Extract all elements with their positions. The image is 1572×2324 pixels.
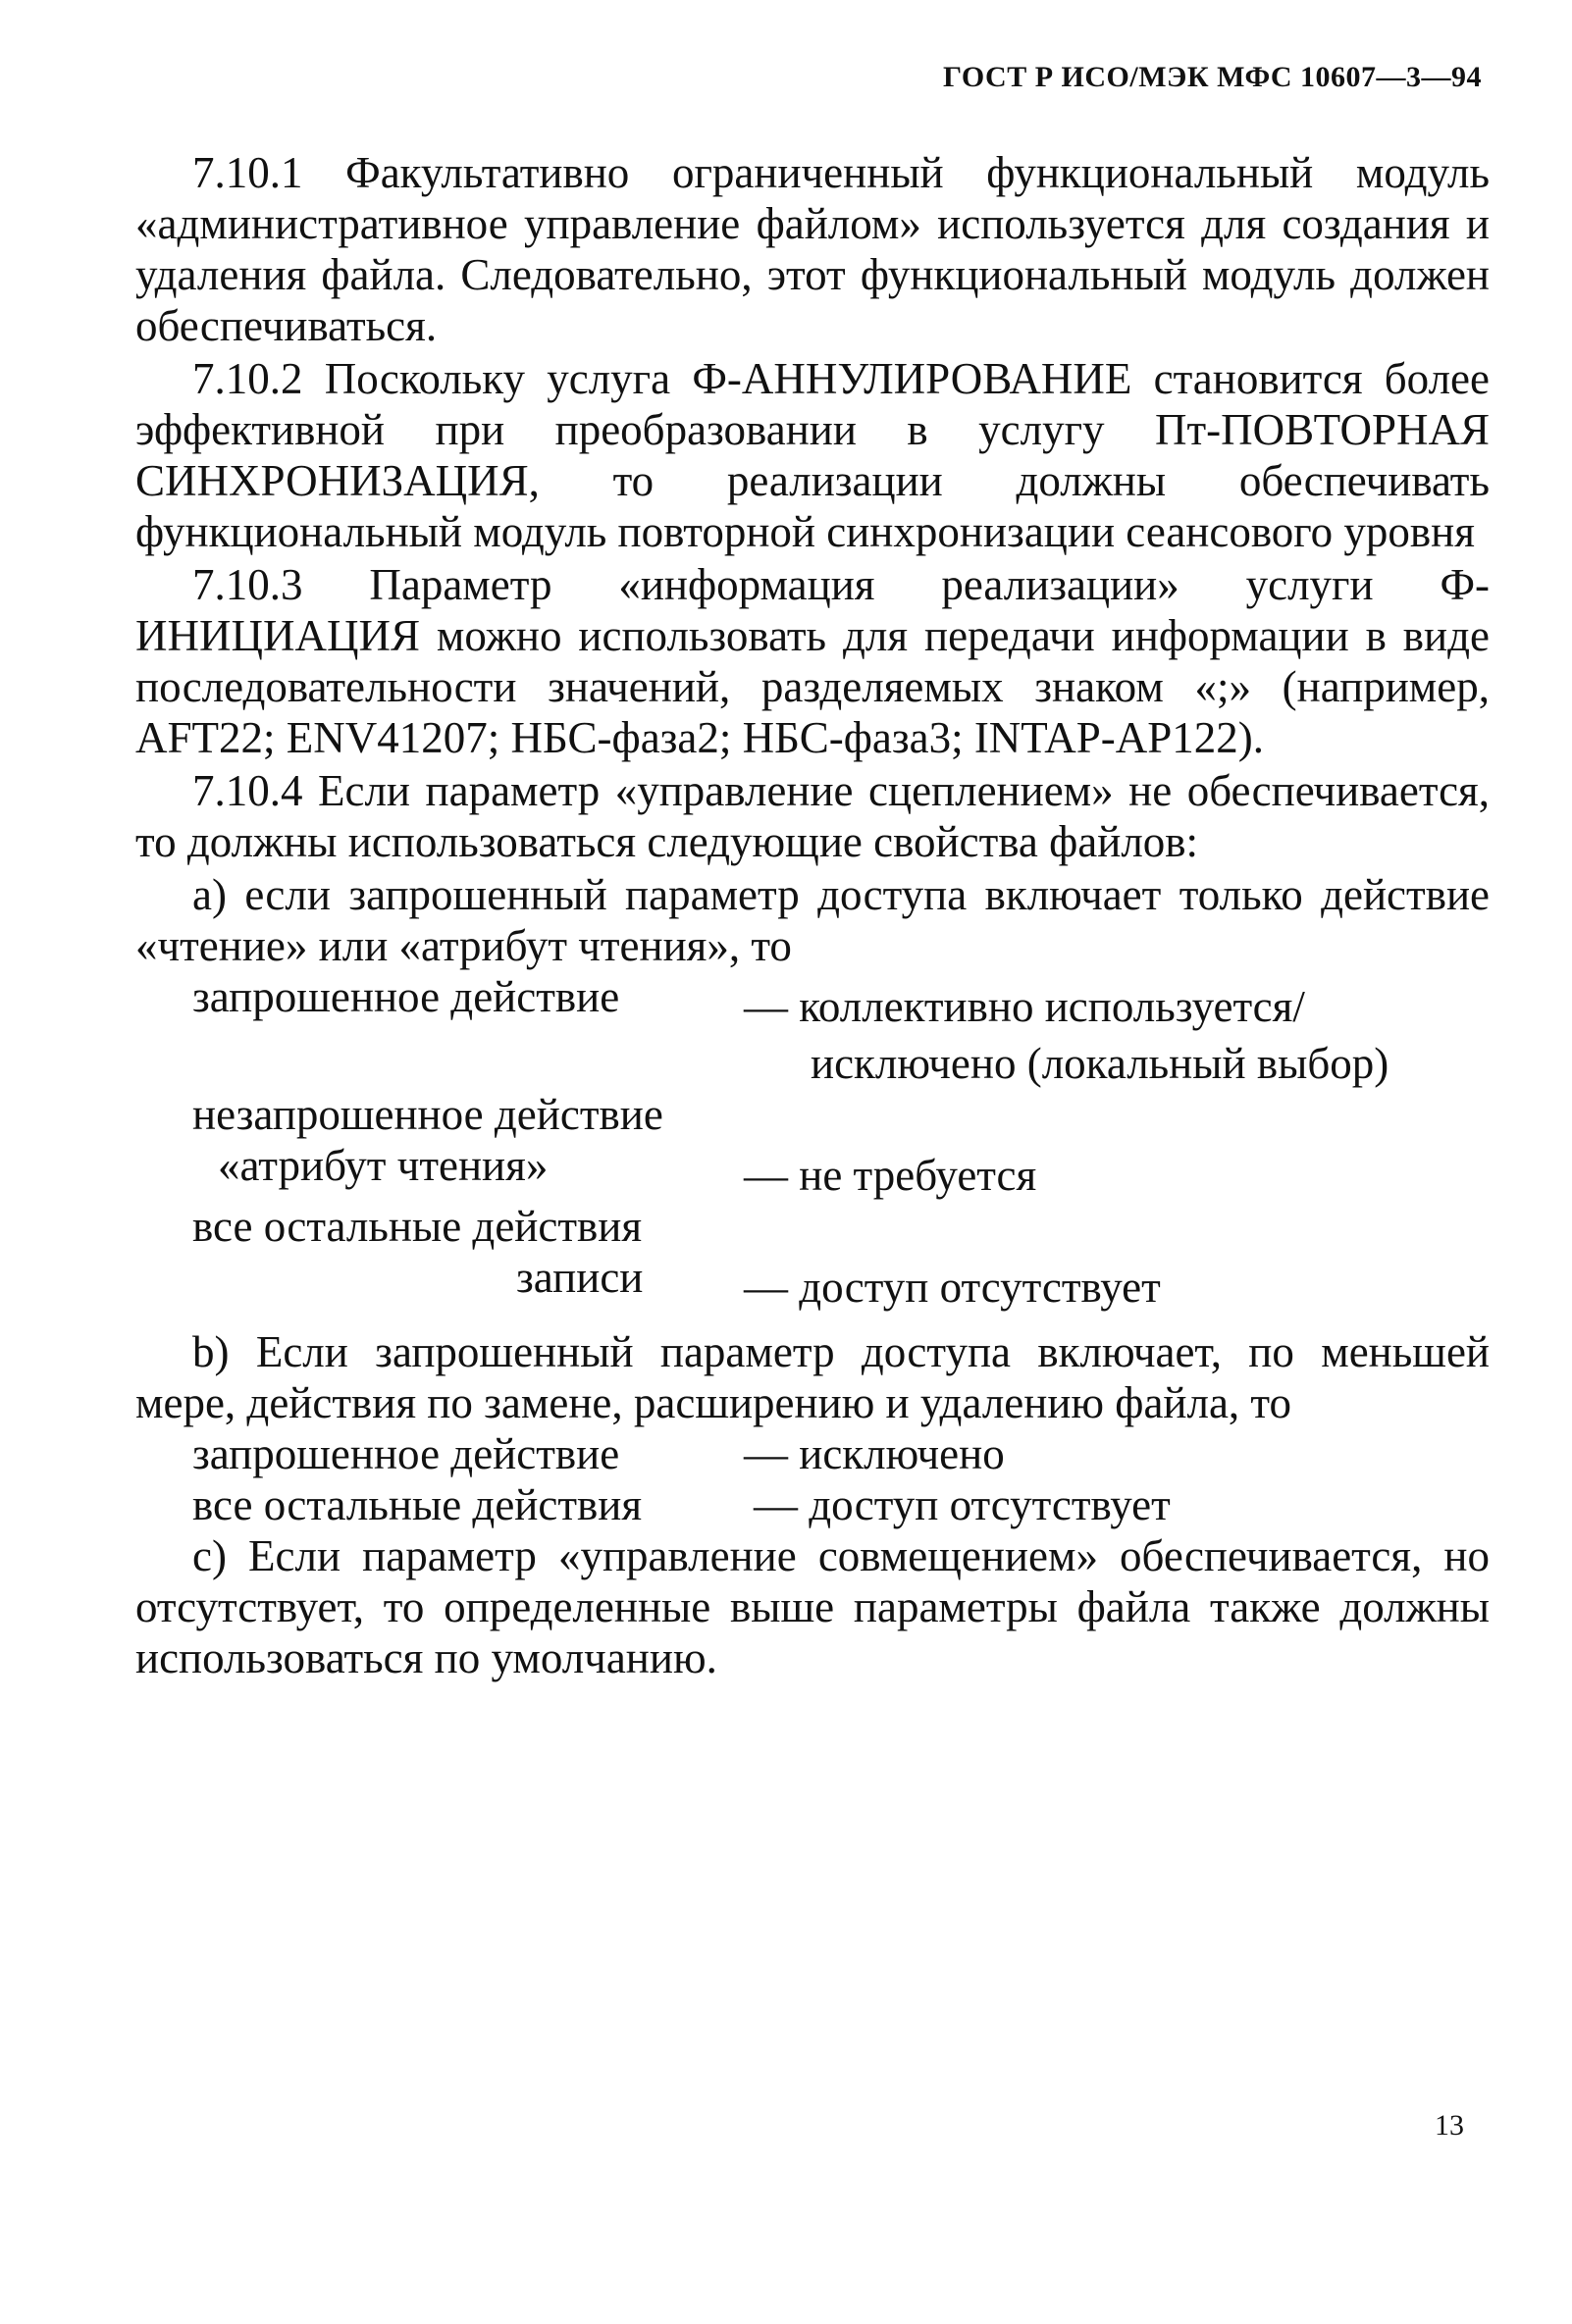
row-label: запрошенное действие (192, 972, 620, 1021)
row-value: — доступ отсутствует (754, 1480, 1171, 1529)
item-a-row (135, 1201, 1490, 1252)
paragraph-7-10-3: 7.10.3 Параметр «информация реализации» услуги Ф-ИНИЦИАЦИЯ можно использовать для передачи информации в виде последовательности значений, разделяемых знаком «;» (например, AFT22; ENV41207; НБС-фаза2; НБС-фаза3; INTAP-AP122). (135, 560, 1490, 762)
row-label: запрошенное действие (192, 1429, 620, 1478)
item-c-text: c) Если параметр «управление совмещением» обеспечивается, но отсутствует, то определенные выше параметры файла также должны использоваться по умолчанию. (135, 1531, 1490, 1682)
item-b-row (135, 1479, 1490, 1530)
paragraph-7-10-1: 7.10.1 Факультативно ограниченный функциональный модуль «административное управление файлом» используется для создания и удаления файла. Следовательно, этот функциональный модуль должен обеспечиваться. (135, 148, 1490, 350)
document-body (135, 147, 1490, 1683)
row-value: исключено (локальный выбор) (811, 1039, 1389, 1088)
row-value: — доступ отсутствует (744, 1263, 1161, 1312)
item-a-row (135, 1089, 1490, 1140)
item-a-text: a) если запрошенный параметр доступа включает только действие «чтение» или «атрибут чтения», то (135, 870, 1490, 970)
row-label: записи (516, 1253, 644, 1302)
item-a-table (135, 971, 1490, 1313)
row-value: — исключено (744, 1429, 1005, 1478)
paragraph-7-10-2: 7.10.2 Поскольку услуга Ф-АННУЛИРОВАНИЕ становится более эффективной при преобразовании в услугу Пт-ПОВТОРНАЯ СИНХРОНИЗАЦИЯ, то реализации должны обеспечивать функциональный модуль повторной синхронизации сеансового уровня (135, 354, 1490, 556)
row-label: незапрошенное действие (192, 1090, 663, 1139)
row-label: «атрибут чтения» (218, 1141, 549, 1190)
item-b-table (135, 1428, 1490, 1530)
item-b-text: b) Если запрошенный параметр доступа включает, по меньшей мере, действия по замене, расширению и удалению файла, то (135, 1327, 1490, 1427)
item-a-row (135, 1032, 1490, 1089)
item-a-row (135, 1252, 1490, 1313)
item-b-row (135, 1428, 1490, 1479)
paragraph-7-10-4: 7.10.4 Если параметр «управление сцеплением» не обеспечивается, то должны использоваться следующие свойства файлов: (135, 766, 1490, 866)
item-a-row (135, 1140, 1490, 1201)
page-number: 13 (1435, 2109, 1464, 2142)
row-label: все остальные действия (192, 1202, 643, 1251)
row-value: — коллективно используется/ (744, 982, 1305, 1031)
row-value: — не требуется (744, 1151, 1037, 1200)
item-a-row (135, 971, 1490, 1032)
row-label: все остальные действия (192, 1480, 643, 1529)
document-header: ГОСТ Р ИСО/МЭК МФС 10607—3—94 (943, 61, 1482, 93)
